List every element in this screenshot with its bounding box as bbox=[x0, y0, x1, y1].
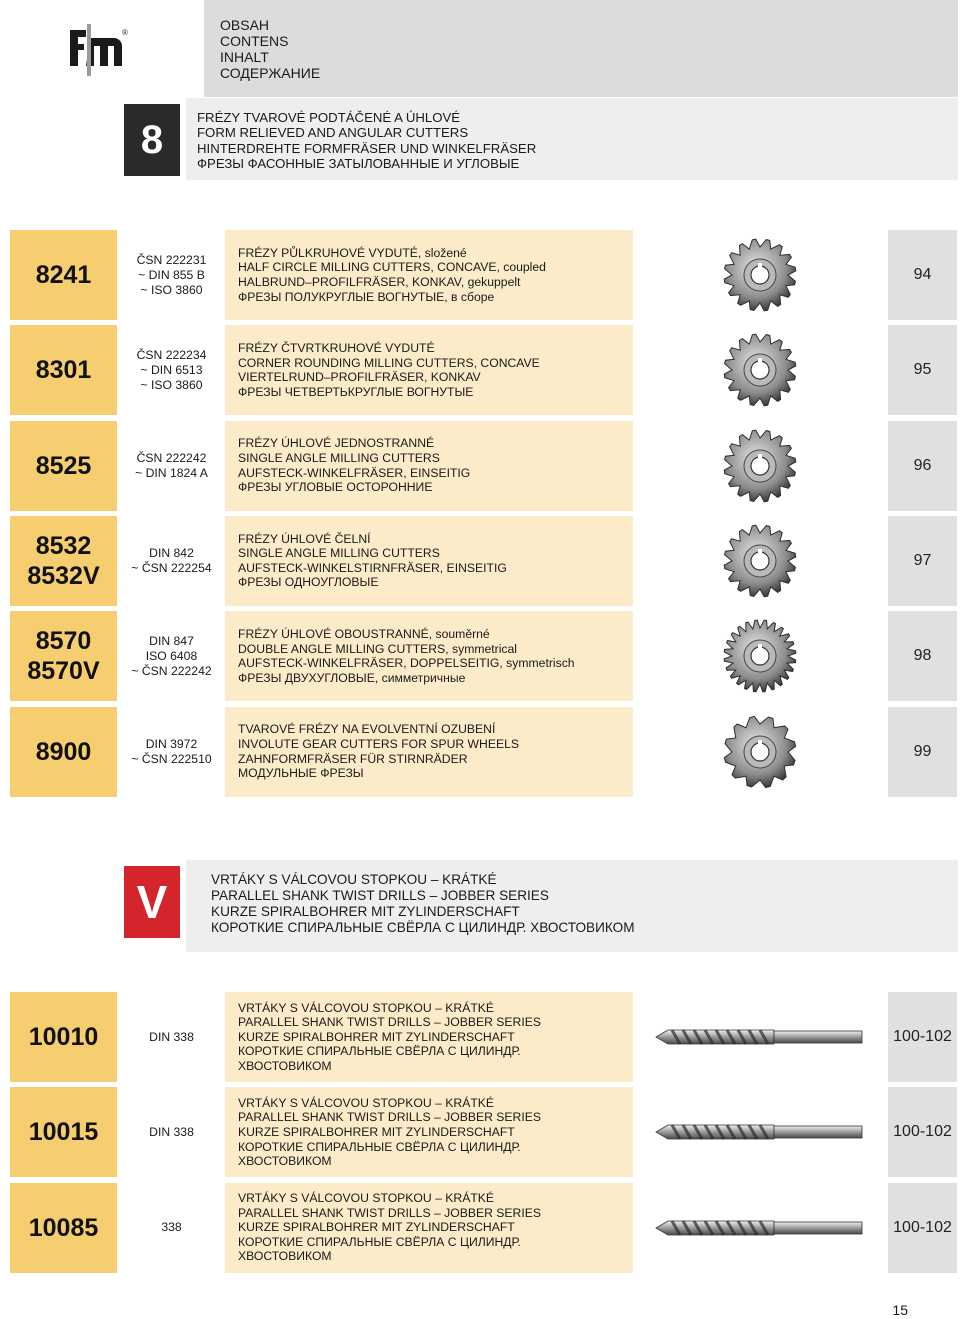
description-line: ФРЕЗЫ ОДНОУГЛОВЫЕ bbox=[238, 575, 379, 590]
norm-standard: DIN 842 bbox=[149, 545, 194, 560]
description-line: FRÉZY ÚHLOVÉ JEDNOSTRANNÉ bbox=[238, 436, 435, 451]
norm-cell bbox=[120, 325, 223, 415]
product-code: 8532 bbox=[35, 531, 92, 560]
page-reference[interactable]: 100-102 bbox=[893, 1028, 952, 1045]
description-line: HALF CIRCLE MILLING CUTTERS, CONCAVE, coupled bbox=[238, 260, 546, 275]
description-cell bbox=[225, 611, 633, 701]
product-code: 8241 bbox=[35, 261, 92, 289]
section-title-8 bbox=[197, 110, 536, 172]
section-title-line: FORM RELIEVED AND ANGULAR CUTTERS bbox=[197, 125, 469, 141]
page-reference-cell[interactable] bbox=[888, 516, 957, 606]
description-line: ФРЕЗЫ ЧЕТВЕРТЬКРУГЛЫЕ ВОГНУТЫЕ bbox=[238, 384, 474, 399]
section-title-v bbox=[211, 872, 635, 936]
description-line: FRÉZY ÚHLOVÉ ČELNÍ bbox=[238, 531, 371, 546]
corner-rounding-cutter-icon bbox=[720, 325, 800, 420]
twist-drill-icon bbox=[654, 1213, 864, 1248]
section-title-line: VRTÁKY S VÁLCOVOU STOPKOU – KRÁTKÉ bbox=[211, 872, 497, 887]
section-title-line: HINTERDREHTE FORMFRÄSER UND WINKELFRÄSER bbox=[197, 140, 537, 156]
description-line: INVOLUTE GEAR CUTTERS FOR SPUR WHEELS bbox=[238, 736, 520, 751]
description-line: VRTÁKY S VÁLCOVOU STOPKOU – KRÁTKÉ bbox=[238, 1000, 495, 1015]
product-code: 8301 bbox=[35, 356, 92, 385]
page-reference[interactable]: 98 bbox=[913, 647, 932, 665]
description-line: ХВОСТОВИКОМ bbox=[238, 1154, 332, 1169]
face-angle-cutter-icon bbox=[720, 516, 800, 611]
description-line: AUFSTECK-WINKELSTIRNFRÄSER, EINSEITIG bbox=[238, 560, 507, 575]
norm-standard: ČSN 222242 bbox=[136, 450, 207, 465]
cutter-row bbox=[0, 611, 960, 701]
page-reference[interactable]: 100-102 bbox=[893, 1123, 952, 1141]
contents-line: CONTENS bbox=[220, 33, 289, 49]
product-code: 8570 bbox=[35, 627, 92, 656]
description-line: ХВОСТОВИКОМ bbox=[238, 1058, 332, 1073]
product-code: 10010 bbox=[28, 1023, 99, 1051]
twist-drill-icon bbox=[654, 1117, 864, 1152]
description-line: SINGLE ANGLE MILLING CUTTERS bbox=[238, 451, 440, 465]
description-line: FRÉZY ČTVRTKRUHOVÉ VYDUTÉ bbox=[238, 341, 435, 356]
norm-cell bbox=[120, 707, 223, 797]
description-cell bbox=[225, 421, 633, 511]
drill-row bbox=[0, 992, 960, 1082]
page-reference-cell[interactable] bbox=[888, 1183, 957, 1273]
norm-cell bbox=[120, 992, 223, 1082]
fm-logo-icon bbox=[70, 22, 130, 78]
description-line: ФРЕЗЫ ПОЛУКРУГЛЫЕ ВОГНУТЫЕ, в сборе bbox=[238, 289, 495, 304]
description-line: HALBRUND–PROFILFRÄSER, KONKAV, gekuppelt bbox=[238, 275, 521, 289]
norm-cell bbox=[120, 611, 223, 701]
description-cell bbox=[225, 1183, 633, 1273]
page-reference-cell[interactable] bbox=[888, 325, 957, 415]
description-cell bbox=[225, 992, 633, 1082]
page-reference[interactable]: 94 bbox=[913, 266, 932, 283]
page-reference-cell[interactable] bbox=[888, 230, 957, 320]
product-code-cell bbox=[10, 1087, 117, 1177]
description-line: ФРЕЗЫ ДВУХУГЛОВЫЕ, симметричные bbox=[238, 670, 466, 685]
cutter-row bbox=[0, 707, 960, 797]
product-image-cell bbox=[636, 707, 884, 797]
norm-standard: ~ DIN 1824 A bbox=[135, 465, 208, 480]
section-title-line: ФРЕЗЫ ФАСОННЫЕ ЗАТЫЛОВАННЫЕ И УГЛОВЫЕ bbox=[197, 156, 520, 172]
norm-cell bbox=[120, 1087, 223, 1177]
section-number-v: V bbox=[124, 866, 180, 938]
cutter-row bbox=[0, 325, 960, 415]
norm-standard: DIN 847 bbox=[149, 633, 194, 648]
norm-standard: ~ DIN 6513 bbox=[140, 362, 203, 377]
contents-line: СОДЕРЖАНИЕ bbox=[220, 65, 321, 81]
half-circle-cutter-icon bbox=[720, 230, 800, 325]
norm-standard: ~ DIN 855 B bbox=[138, 267, 205, 282]
page-reference[interactable]: 96 bbox=[913, 456, 932, 474]
single-angle-cutter-icon bbox=[720, 421, 800, 516]
norm-cell bbox=[120, 1183, 223, 1273]
description-line: КОРОТКИЕ СПИРАЛЬНЫЕ СВЁРЛА С ЦИЛИНДР. bbox=[238, 1234, 521, 1249]
description-line: ZAHNFORMFRÄSER FÜR STIRNRÄDER bbox=[238, 751, 468, 766]
product-image-cell bbox=[636, 421, 884, 511]
cutter-row bbox=[0, 230, 960, 320]
section-title-line: КОРОТКИЕ СПИРАЛЬНЫЕ СВЁРЛА С ЦИЛИНДР. ХВОСТОВИКОМ bbox=[211, 920, 635, 935]
registered-mark: ® bbox=[122, 28, 128, 37]
product-image-cell bbox=[636, 992, 884, 1082]
cutter-row bbox=[0, 516, 960, 606]
product-code: 10085 bbox=[28, 1213, 99, 1242]
norm-standard: ~ ISO 3860 bbox=[140, 282, 203, 297]
product-code: 8525 bbox=[35, 451, 92, 480]
product-code-cell bbox=[10, 516, 117, 606]
drill-row bbox=[0, 1087, 960, 1177]
norm-standard: DIN 338 bbox=[149, 1124, 194, 1139]
fm-logo bbox=[70, 22, 130, 78]
description-line: AUFSTECK-WINKELFRÄSER, DOPPELSEITIG, symmetrisch bbox=[238, 656, 575, 671]
description-line: AUFSTECK-WINKELFRÄSER, EINSEITIG bbox=[238, 465, 471, 480]
product-image-cell bbox=[636, 1183, 884, 1273]
description-line: TVAROVÉ FRÉZY NA EVOLVENTNÍ OZUBENÍ bbox=[238, 722, 496, 737]
description-line: DOUBLE ANGLE MILLING CUTTERS, symmetrical bbox=[238, 641, 518, 656]
description-line: КОРОТКИЕ СПИРАЛЬНЫЕ СВЁРЛА С ЦИЛИНДР. bbox=[238, 1044, 521, 1059]
drill-row bbox=[0, 1183, 960, 1273]
twist-drill-icon bbox=[654, 1022, 864, 1057]
contents-line: INHALT bbox=[220, 49, 269, 65]
description-line: CORNER ROUNDING MILLING CUTTERS, CONCAVE bbox=[238, 355, 540, 370]
description-line: МОДУЛЬНЫЕ ФРЕЗЫ bbox=[238, 766, 364, 781]
product-code-cell bbox=[10, 230, 117, 320]
norm-standard: ČSN 222234 bbox=[136, 347, 207, 362]
norm-standard: 338 bbox=[161, 1220, 182, 1235]
product-code: 10015 bbox=[28, 1118, 99, 1147]
description-line: PARALLEL SHANK TWIST DRILLS – JOBBER SERIES bbox=[238, 1015, 541, 1030]
product-image-cell bbox=[636, 516, 884, 606]
contents-line: OBSAH bbox=[220, 17, 270, 33]
norm-standard: ČSN 222231 bbox=[136, 252, 207, 267]
product-code-cell bbox=[10, 707, 117, 797]
page-reference-cell[interactable] bbox=[888, 611, 957, 701]
description-line: KURZE SPIRALBOHRER MIT ZYLINDERSCHAFT bbox=[238, 1029, 515, 1044]
product-code-cell bbox=[10, 421, 117, 511]
page-reference[interactable]: 99 bbox=[913, 742, 932, 760]
description-cell bbox=[225, 230, 633, 320]
section-title-line: PARALLEL SHANK TWIST DRILLS – JOBBER SERIES bbox=[211, 888, 549, 903]
norm-cell bbox=[120, 230, 223, 320]
description-line: KURZE SPIRALBOHRER MIT ZYLINDERSCHAFT bbox=[238, 1220, 515, 1235]
description-line: KURZE SPIRALBOHRER MIT ZYLINDERSCHAFT bbox=[238, 1125, 515, 1139]
section-title-line: KURZE SPIRALBOHRER MIT ZYLINDERSCHAFT bbox=[211, 904, 520, 919]
norm-standard: ~ ISO 3860 bbox=[140, 377, 203, 392]
description-line: VRTÁKY S VÁLCOVOU STOPKOU – KRÁTKÉ bbox=[238, 1191, 495, 1206]
product-image-cell bbox=[636, 230, 884, 320]
description-line: ФРЕЗЫ УГЛОВЫЕ ОСТОРОННИЕ bbox=[238, 480, 433, 495]
page-reference[interactable]: 97 bbox=[913, 551, 932, 569]
norm-standard: ~ ČSN 222510 bbox=[131, 751, 212, 766]
description-line: FRÉZY PŮLKRUHOVÉ VYDUTÉ, složené bbox=[238, 245, 467, 260]
product-code-cell bbox=[10, 611, 117, 701]
norm-cell bbox=[120, 421, 223, 511]
section-number-8: 8 bbox=[124, 104, 180, 176]
double-angle-cutter-icon bbox=[720, 611, 800, 706]
page-reference-cell[interactable] bbox=[888, 707, 957, 797]
description-line: VRTÁKY S VÁLCOVOU STOPKOU – KRÁTKÉ bbox=[238, 1095, 495, 1110]
norm-cell bbox=[120, 516, 223, 606]
description-cell bbox=[225, 707, 633, 797]
gear-cutter-icon bbox=[720, 707, 800, 802]
norm-standard: DIN 3972 bbox=[145, 736, 198, 751]
page-number: 15 bbox=[892, 1302, 908, 1318]
description-cell bbox=[225, 516, 633, 606]
product-code: 8900 bbox=[35, 737, 92, 766]
product-image-cell bbox=[636, 611, 884, 701]
product-image-cell bbox=[636, 1087, 884, 1177]
description-line: PARALLEL SHANK TWIST DRILLS – JOBBER SERIES bbox=[238, 1110, 541, 1125]
description-line: FRÉZY ÚHLOVÉ OBOUSTRANNÉ, souměrné bbox=[238, 627, 490, 641]
description-cell bbox=[225, 325, 633, 415]
norm-standard: ~ ČSN 222242 bbox=[131, 663, 212, 678]
cutter-row bbox=[0, 421, 960, 511]
product-code: 8570V bbox=[27, 657, 100, 686]
description-line: PARALLEL SHANK TWIST DRILLS – JOBBER SERIES bbox=[238, 1205, 541, 1220]
product-code: 8532V bbox=[27, 561, 100, 590]
description-cell bbox=[225, 1087, 633, 1177]
description-line: VIERTELRUND–PROFILFRÄSER, KONKAV bbox=[238, 370, 481, 385]
norm-standard: ~ ČSN 222254 bbox=[131, 560, 212, 575]
description-line: КОРОТКИЕ СПИРАЛЬНЫЕ СВЁРЛА С ЦИЛИНДР. bbox=[238, 1139, 521, 1154]
section-title-line: FRÉZY TVAROVÉ PODTÁČENÉ A ÚHLOVÉ bbox=[197, 110, 461, 125]
page-reference[interactable]: 100-102 bbox=[893, 1218, 952, 1236]
product-code-cell bbox=[10, 325, 117, 415]
norm-standard: DIN 338 bbox=[149, 1029, 194, 1044]
page-reference-cell[interactable] bbox=[888, 1087, 957, 1177]
norm-standard: ISO 6408 bbox=[145, 648, 198, 663]
product-code-cell bbox=[10, 992, 117, 1082]
product-image-cell bbox=[636, 325, 884, 415]
page-reference[interactable]: 95 bbox=[913, 361, 932, 379]
product-code-cell bbox=[10, 1183, 117, 1273]
page-reference-cell[interactable] bbox=[888, 421, 957, 511]
description-line: SINGLE ANGLE MILLING CUTTERS bbox=[238, 546, 440, 561]
page-reference-cell[interactable] bbox=[888, 992, 957, 1082]
contents-title bbox=[220, 17, 320, 81]
description-line: ХВОСТОВИКОМ bbox=[238, 1249, 332, 1264]
